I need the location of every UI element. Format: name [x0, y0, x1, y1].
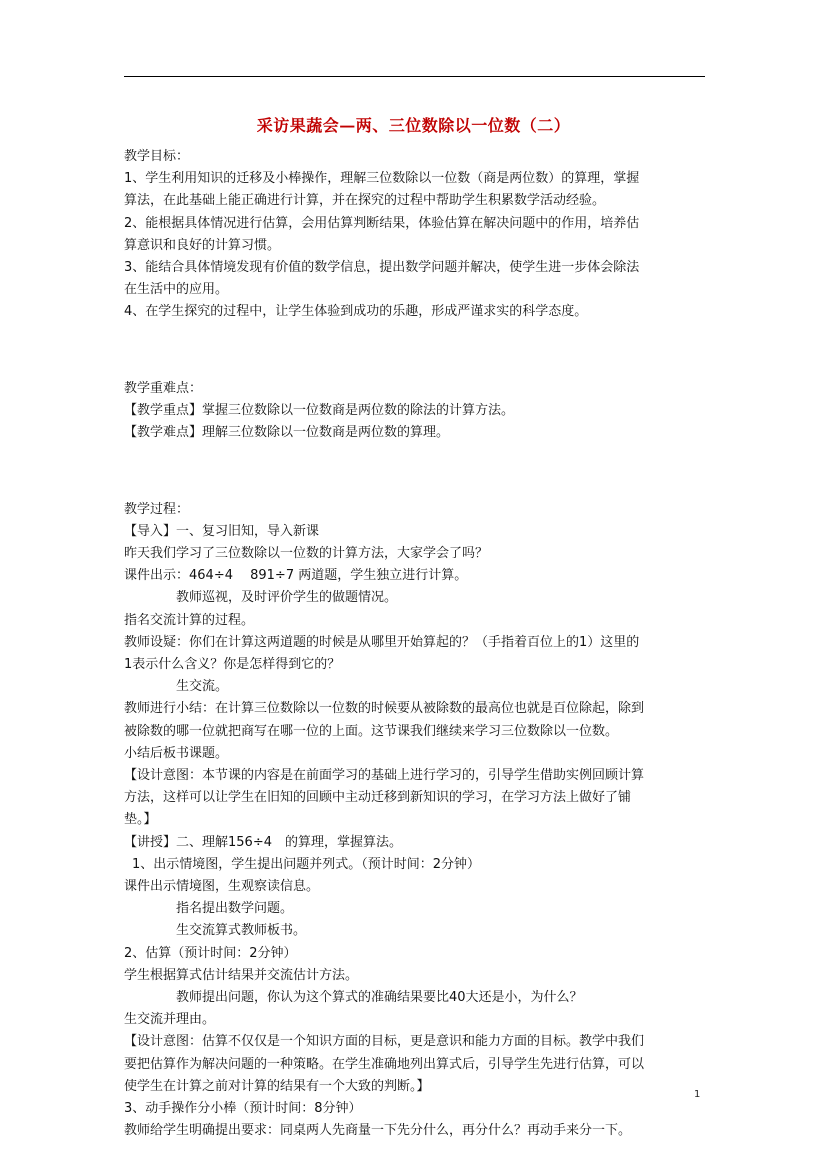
body-line: 在生活中的应用。	[124, 282, 229, 298]
body-line: 【教学重点】掌握三位数除以一位数商是两位数的除法的计算方法。	[124, 403, 515, 419]
body-line: 【教学难点】理解三位数除以一位数商是两位数的算理。	[124, 425, 450, 441]
body-line: 教师给学生明确提出要求：同桌两人先商量一下先分什么，再分什么？再动手来分一下。	[124, 1123, 632, 1139]
body-line: 课件出示：464÷4 891÷7 两道题，学生独立进行计算。	[124, 568, 468, 584]
body-line: 指名提出数学问题。	[176, 901, 294, 917]
body-line: 小结后板书课题。	[124, 745, 229, 761]
body-line: 2、能根据具体情况进行估算，会用估算判断结果，体验估算在解决问题中的作用，培养估	[124, 215, 640, 231]
body-line: 生交流并理由。	[124, 1012, 216, 1028]
body-line: 学生根据算式估计结果并交流估计方法。	[124, 967, 359, 983]
body-line: 要把估算作为解决问题的一种策略。在学生准确地列出算式后，引导学生先进行估算，可以	[124, 1056, 645, 1072]
body-line: 指名交流计算的过程。	[124, 612, 255, 628]
body-line: 教师巡视，及时评价学生的做题情况。	[176, 590, 398, 606]
body-line: 生交流算式教师板书。	[176, 923, 307, 939]
body-line: 使学生在计算之前对计算的结果有一个大致的判断。】	[124, 1078, 430, 1094]
header-rule	[124, 76, 705, 77]
body-line: 算法，在此基础上能正确进行计算，并在探究的过程中帮助学生积累数学活动经验。	[124, 193, 606, 209]
page-number: 1	[694, 1089, 701, 1100]
body-line: 【导入】一、复习旧知，导入新课	[124, 523, 320, 539]
body-line: 昨天我们学习了三位数除以一位数的计算方法，大家学会了吗？	[124, 546, 489, 562]
body-line: 【讲授】二、理解156÷4 的算理，掌握算法。	[124, 834, 402, 850]
document-title: 采访果蔬会—两、三位数除以一位数（二）	[256, 116, 571, 135]
body-line: 1、学生利用知识的迁移及小棒操作，理解三位数除以一位数（商是两位数）的算理，掌握	[124, 171, 640, 187]
body-line: 生交流。	[176, 679, 229, 695]
body-line: 教学重难点：	[124, 380, 203, 396]
body-line: 教师设疑：你们在计算这两道题的时候是从哪里开始算起的？（手指着百位上的1）这里的	[124, 634, 640, 650]
body-line: 算意识和良好的计算习惯。	[124, 237, 281, 253]
body-line: 教学目标：	[124, 149, 190, 164]
document-body	[124, 146, 709, 1143]
body-line: 垫。】	[124, 812, 157, 828]
blank-line	[124, 460, 709, 482]
body-line: 被除数的哪一位就把商写在哪一位的上面。这节课我们继续来学习三位数除以一位数。	[124, 723, 619, 739]
body-line: 教师提出问题，你认为这个算式的准确结果要比40大还是小，为什么？	[176, 990, 583, 1006]
body-line: 2、估算（预计时间：2分钟）	[124, 945, 297, 961]
body-line: 【设计意图：本节课的内容是在前面学习的基础上进行学习的，引导学生借助实例回顾计算	[124, 768, 645, 784]
body-line: 3、动手操作分小棒（预计时间：8分钟）	[124, 1101, 362, 1117]
body-line: 3、能结合具体情境发现有价值的数学信息，提出数学问题并解决，使学生进一步体会除法	[124, 260, 640, 276]
body-line: 1、出示情境图，学生提出问题并列式。（预计时间：2分钟）	[132, 856, 481, 872]
body-line: 教学过程：	[124, 501, 190, 517]
body-line: 1表示什么含义？你是怎样得到它的？	[124, 657, 341, 673]
body-line: 方法，这样可以让学生在旧知的回顾中主动迁移到新知识的学习，在学习方法上做好了铺	[124, 790, 632, 806]
body-line: 课件出示情境图，生观察读信息。	[124, 879, 320, 895]
blank-line	[124, 340, 709, 362]
body-line: 4、在学生探究的过程中，让学生体验到成功的乐趣，形成严谨求实的科学态度。	[124, 304, 588, 320]
body-line: 教师进行小结：在计算三位数除以一位数的时候要从被除数的最高位也就是百位除起，除到	[124, 701, 645, 717]
body-line: 【设计意图：估算不仅仅是一个知识方面的目标，更是意识和能力方面的目标。教学中我们	[124, 1034, 645, 1050]
